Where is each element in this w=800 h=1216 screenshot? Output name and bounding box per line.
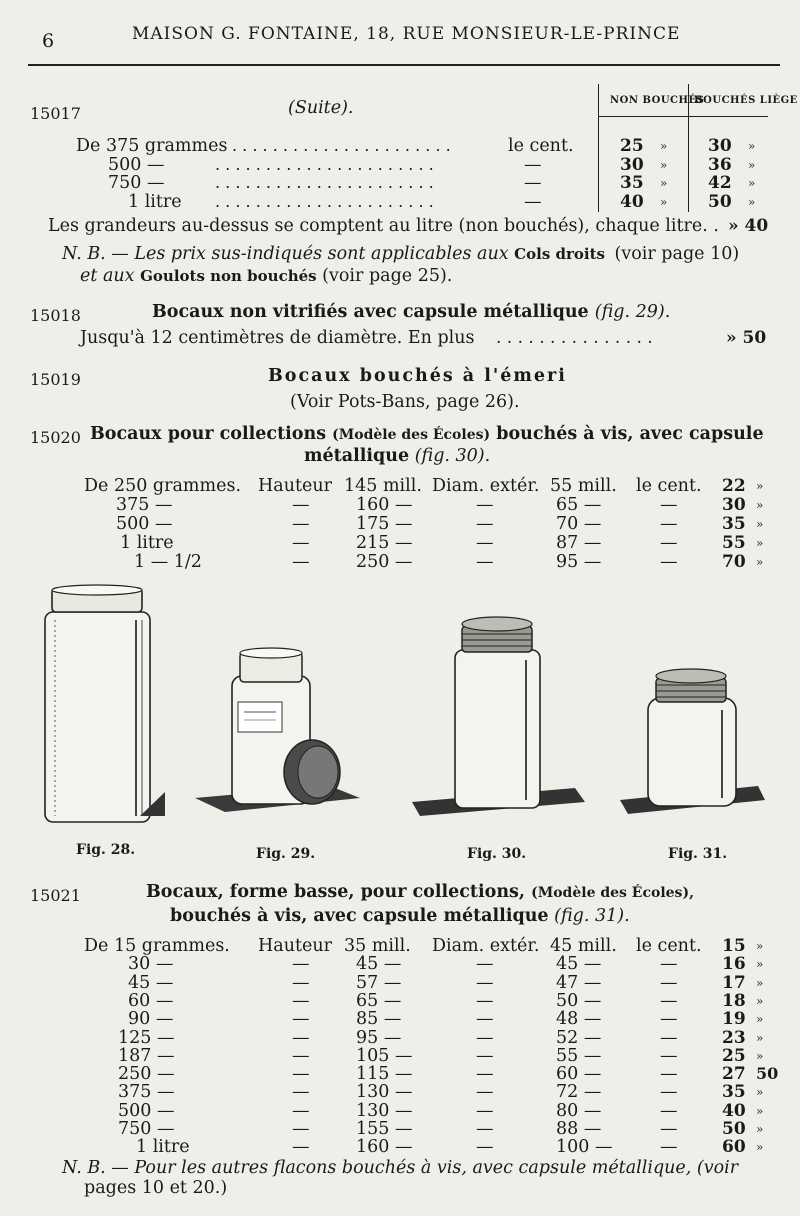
row-s15021-price: 60: [722, 1137, 746, 1158]
title-15018-text: Bocaux non vitrifiés avec capsule métallique: [152, 302, 589, 322]
quote-mark: »: [748, 139, 756, 153]
row-s15021-unit: —: [660, 1082, 678, 1103]
row-s15020-size: 500 —: [116, 514, 173, 534]
row-s15021-diam: 45 mill.: [550, 936, 617, 956]
row-15017-price-bouches-liege: 36: [708, 155, 732, 175]
quote-mark: »: [748, 195, 756, 209]
page-header-title: MAISON G. FONTAINE, 18, RUE MONSIEUR-LE-PRINCE: [132, 24, 681, 44]
col-header-non-bouches: NON BOUCHÉS: [610, 95, 705, 106]
row-s15021-height: 45 —: [356, 954, 402, 975]
row-s15020-height-label: —: [292, 533, 310, 553]
row-s15021-height: 57 —: [356, 972, 402, 993]
nb-15021-line1: N. B. — Pour les autres flacons bouchés à vis, avec capsule métallique, (voir: [62, 1158, 739, 1178]
row-s15020-diam-label: —: [476, 514, 494, 534]
row-s15021-cents: »: [756, 1122, 764, 1136]
nb-line-2: [80, 266, 452, 286]
row-s15021-unit: —: [660, 972, 678, 993]
row-s15021-diam: 88 —: [556, 1119, 602, 1139]
fig-31-jar-illustration: [620, 669, 765, 814]
row-s15021-unit: —: [660, 1009, 678, 1030]
row-s15020-height-label: Hauteur: [258, 476, 332, 496]
row-15017-price-bouches-liege: 30: [708, 136, 732, 156]
row-s15020-size: 1 — 1/2: [134, 552, 202, 572]
row-s15021-price: 16: [722, 954, 746, 975]
row-s15021-cents: »: [756, 1012, 764, 1027]
nb-line-1: [62, 244, 739, 264]
row-s15020-size: 375 —: [116, 495, 173, 515]
row-s15021-diam: 72 —: [556, 1082, 602, 1103]
row-s15021-price: 40: [722, 1100, 746, 1121]
note-grandeurs: Les grandeurs au-dessus se comptent au litre (non bouchés), chaque litre. .: [48, 216, 719, 236]
title-15019: Bocaux bouchés à l'émeri: [268, 366, 567, 386]
row-s15020-price: 55: [722, 533, 746, 553]
title-15020-fig: (fig. 30).: [414, 446, 491, 466]
row-s15021-size: 250 —: [118, 1064, 175, 1085]
title-15020-line1: [90, 424, 764, 444]
row-s15021-cents: »: [756, 1103, 764, 1118]
row-15017-price-non-bouches: 40: [620, 192, 644, 212]
row-15017-label: De 375 grammes: [76, 136, 228, 156]
row-s15021-diam-label: —: [476, 1082, 494, 1103]
row-s15020-height: 250 —: [356, 552, 413, 572]
row-s15020-height: 175 —: [356, 514, 413, 534]
row-s15021-height-label: Hauteur: [258, 936, 332, 956]
row-s15021-diam-label: —: [476, 1119, 494, 1139]
item-code-15018: 15018: [30, 306, 81, 325]
row-s15021-diam-label: —: [476, 1009, 494, 1030]
item-code-15020: 15020: [30, 428, 81, 447]
title-15021-line1: [146, 882, 694, 902]
row-15017-price-bouches-liege: 42: [708, 173, 732, 193]
leader-dots: . . . . . . . . . . . . . . . . . . . . . .: [215, 155, 434, 174]
row-s15021-height-label: —: [292, 1027, 310, 1048]
row-s15021-diam-label: —: [476, 1100, 494, 1121]
row-s15021-cents: 50: [756, 1064, 779, 1084]
fig-29-caption: Fig. 29.: [256, 846, 316, 862]
row-s15021-unit: —: [660, 954, 678, 975]
quote-mark: »: [748, 158, 756, 172]
title-15021-small: (Modèle des Écoles),: [531, 885, 694, 901]
row-s15021-height-label: —: [292, 990, 310, 1011]
row-s15020-diam: 95 —: [556, 552, 602, 572]
item-code-15021: 15021: [30, 886, 81, 905]
row-s15020-cents: »: [756, 479, 764, 493]
row-s15020-price: 22: [722, 476, 746, 496]
row-s15021-size: 45 —: [128, 972, 174, 993]
nb-cols-droits: Cols droits: [514, 245, 605, 263]
nb-goulots: Goulots non bouchés: [140, 267, 317, 285]
row-s15020-diam-label: —: [476, 552, 494, 572]
row-15017-unit: le cent.: [508, 136, 574, 156]
row-15017-price-bouches-liege: 50: [708, 192, 732, 212]
row-s15020-height-label: —: [292, 552, 310, 572]
row-s15021-height: 115 —: [356, 1064, 413, 1085]
row-s15020-diam: 55 mill.: [550, 476, 617, 496]
row-s15021-size: 500 —: [118, 1100, 175, 1121]
row-s15021-size: 60 —: [128, 990, 174, 1011]
row-s15021-cents: »: [756, 975, 764, 990]
row-s15021-diam-label: —: [476, 990, 494, 1011]
quote-mark: »: [660, 158, 668, 172]
row-s15020-height-label: —: [292, 495, 310, 515]
nb-15021-line2: pages 10 et 20.): [84, 1178, 228, 1198]
row-s15020-height: 145 mill.: [344, 476, 422, 496]
row-s15020-unit: le cent.: [636, 476, 702, 496]
col-header-bouches-liege: BOUCHÉS LIÈGE: [694, 95, 798, 106]
row-s15021-unit: —: [660, 1027, 678, 1048]
fig-28-caption: Fig. 28.: [76, 842, 136, 858]
quote-mark: »: [660, 195, 668, 209]
row-s15021-diam: 48 —: [556, 1009, 602, 1030]
title-15021-line2: [170, 906, 630, 926]
row-s15020-diam: 65 —: [556, 495, 602, 515]
title-15021-fig: (fig. 31).: [554, 906, 630, 926]
row-s15021-unit: —: [660, 990, 678, 1011]
fig-29-jar-illustration: [195, 648, 360, 812]
row-s15020-unit: —: [660, 552, 678, 572]
row-s15020-cents: »: [756, 498, 764, 512]
row-s15020-height-label: —: [292, 514, 310, 534]
leader-dots: . . . . . . . . . . . . . . . . . . . . . .: [232, 136, 451, 155]
quote-mark: »: [748, 176, 756, 190]
row-s15021-height-label: —: [292, 1009, 310, 1030]
row-s15021-height: 35 mill.: [344, 936, 411, 956]
row-s15020-diam: 70 —: [556, 514, 602, 534]
price-col-header-rule: [598, 116, 768, 117]
row-15017-label: 750 —: [108, 173, 165, 193]
row-s15021-unit: le cent.: [636, 936, 702, 956]
nb-page-ref: (voir page 10): [614, 244, 740, 264]
row-s15021-height-label: —: [292, 1064, 310, 1085]
row-s15021-unit: —: [660, 1137, 678, 1158]
row-s15020-diam: 87 —: [556, 533, 602, 553]
price-col-divider-left: [598, 84, 599, 212]
row-s15021-price: 15: [722, 936, 746, 956]
row-s15020-height: 160 —: [356, 495, 413, 515]
title-15020-c: métallique: [304, 446, 410, 466]
row-s15021-cents: »: [756, 993, 764, 1008]
row-s15020-diam-label: Diam. extér.: [432, 476, 540, 496]
nb-prefix: N. B. — Les prix sus-indiqués sont applicables aux: [62, 244, 509, 264]
row-s15020-size: 1 litre: [120, 533, 174, 553]
price-15018: » 50: [726, 328, 767, 348]
row-s15020-price: 70: [722, 552, 746, 572]
title-15020-line2: [304, 446, 490, 466]
row-s15021-height-label: —: [292, 1045, 310, 1066]
row-s15021-unit: —: [660, 1119, 678, 1139]
row-s15021-height: 105 —: [356, 1045, 413, 1066]
nb2-prefix: et aux: [80, 266, 135, 286]
row-s15021-diam-label: Diam. extér.: [432, 936, 540, 956]
title-15020-a: Bocaux pour collections: [90, 424, 327, 444]
row-s15021-diam-label: —: [476, 1137, 494, 1158]
row-s15021-cents: »: [756, 1048, 764, 1063]
row-15017-label: 500 —: [108, 155, 165, 175]
row-15017-unit: —: [524, 155, 542, 175]
row-s15021-diam-label: —: [476, 972, 494, 993]
fig-30-caption: Fig. 30.: [467, 846, 527, 862]
leader-dots-15018: . . . . . . . . . . . . . . .: [496, 328, 653, 348]
row-s15021-size: 375 —: [118, 1082, 175, 1103]
row-s15021-size: 30 —: [128, 954, 174, 975]
sub-15019: (Voir Pots-Bans, page 26).: [290, 392, 520, 412]
row-s15021-diam-label: —: [476, 1045, 494, 1066]
row-s15020-price: 35: [722, 514, 746, 534]
row-s15021-size: 90 —: [128, 1009, 174, 1030]
title-15020-b: bouchés à vis, avec capsule: [496, 424, 764, 444]
row-s15020-height: 215 —: [356, 533, 413, 553]
item-code-15017: 15017: [30, 104, 81, 123]
row-s15021-diam: 47 —: [556, 972, 602, 993]
row-s15021-diam: 100 —: [556, 1137, 613, 1158]
row-15017-price-non-bouches: 30: [620, 155, 644, 175]
row-s15021-diam: 55 —: [556, 1045, 602, 1066]
title-15018: [152, 302, 670, 322]
leader-dots: . . . . . . . . . . . . . . . . . . . . . .: [215, 192, 434, 211]
row-s15021-height-label: —: [292, 1137, 310, 1158]
row-s15021-price: 27: [722, 1064, 746, 1085]
row-s15021-price: 23: [722, 1027, 746, 1048]
title-15020-small: (Modèle des Écoles): [332, 427, 491, 443]
row-s15021-cents: »: [756, 1030, 764, 1045]
row-s15021-height-label: —: [292, 954, 310, 975]
title-15021-b: bouchés à vis, avec capsule métallique: [170, 906, 549, 926]
row-s15021-size: 187 —: [118, 1045, 175, 1066]
row-s15021-height: 160 —: [356, 1137, 413, 1158]
row-s15021-height-label: —: [292, 1100, 310, 1121]
figure-row: [0, 580, 800, 860]
row-s15021-unit: —: [660, 1100, 678, 1121]
suite-label: (Suite).: [288, 98, 354, 118]
row-s15021-height-label: —: [292, 1082, 310, 1103]
row-s15021-price: 18: [722, 990, 746, 1011]
row-s15020-unit: —: [660, 495, 678, 515]
row-s15021-size: 1 litre: [136, 1137, 190, 1158]
note-grandeurs-price: » 40: [728, 216, 769, 236]
quote-mark: »: [660, 139, 668, 153]
fig-30-jar-illustration: [412, 617, 585, 816]
row-s15021-height-label: —: [292, 1119, 310, 1139]
row-s15021-diam: 50 —: [556, 990, 602, 1011]
row-s15021-diam-label: —: [476, 954, 494, 975]
leader-dots: . . . . . . . . . . . . . . . . . . . . . .: [215, 173, 434, 192]
row-s15021-height: 130 —: [356, 1082, 413, 1103]
row-s15020-size: De 250 grammes.: [84, 476, 242, 496]
row-s15020-price: 30: [722, 495, 746, 515]
row-s15021-diam: 52 —: [556, 1027, 602, 1048]
fig-31-caption: Fig. 31.: [668, 846, 728, 862]
quote-mark: »: [660, 176, 668, 190]
row-s15021-cents: »: [756, 957, 764, 972]
title-15021-a: Bocaux, forme basse, pour collections,: [146, 882, 525, 902]
row-s15020-diam-label: —: [476, 533, 494, 553]
row-15017-unit: —: [524, 192, 542, 212]
row-s15020-unit: —: [660, 514, 678, 534]
row-s15020-cents: »: [756, 517, 764, 531]
page-number: 6: [42, 30, 55, 52]
row-s15021-height: 85 —: [356, 1009, 402, 1030]
row-s15021-height: 155 —: [356, 1119, 413, 1139]
fig-28-jar-illustration: [45, 585, 165, 822]
row-15017-label: 1 litre: [128, 192, 182, 212]
row-s15021-price: 19: [722, 1009, 746, 1030]
row-s15021-height: 130 —: [356, 1100, 413, 1121]
line-15018: Jusqu'à 12 centimètres de diamètre. En plus: [80, 328, 475, 348]
row-15017-price-non-bouches: 25: [620, 136, 644, 156]
row-s15021-cents: »: [756, 1085, 764, 1100]
row-s15021-height: 95 —: [356, 1027, 402, 1048]
row-15017-price-non-bouches: 35: [620, 173, 644, 193]
row-s15021-diam: 60 —: [556, 1064, 602, 1085]
row-s15021-diam: 45 —: [556, 954, 602, 975]
row-s15021-cents: »: [756, 939, 764, 953]
row-s15021-size: 125 —: [118, 1027, 175, 1048]
row-15017-unit: —: [524, 173, 542, 193]
row-s15021-price: 35: [722, 1082, 746, 1103]
row-s15020-unit: —: [660, 533, 678, 553]
row-s15021-diam-label: —: [476, 1064, 494, 1085]
row-s15021-cents: »: [756, 1140, 764, 1155]
row-s15020-cents: »: [756, 536, 764, 550]
row-s15020-diam-label: —: [476, 495, 494, 515]
row-s15021-unit: —: [660, 1064, 678, 1085]
row-s15021-size: De 15 grammes.: [84, 936, 230, 956]
row-s15021-unit: —: [660, 1045, 678, 1066]
row-s15021-price: 50: [722, 1119, 746, 1139]
item-code-15019: 15019: [30, 370, 81, 389]
row-s15021-height: 65 —: [356, 990, 402, 1011]
row-s15021-price: 25: [722, 1045, 746, 1066]
title-15018-fig: (fig. 29).: [594, 302, 671, 322]
nb2-page-ref: (voir page 25).: [322, 266, 453, 286]
header-rule: [28, 64, 780, 66]
row-s15021-size: 750 —: [118, 1119, 175, 1139]
row-s15021-diam: 80 —: [556, 1100, 602, 1121]
row-s15021-price: 17: [722, 972, 746, 993]
row-s15020-cents: »: [756, 555, 764, 569]
row-s15021-diam-label: —: [476, 1027, 494, 1048]
row-s15021-height-label: —: [292, 972, 310, 993]
